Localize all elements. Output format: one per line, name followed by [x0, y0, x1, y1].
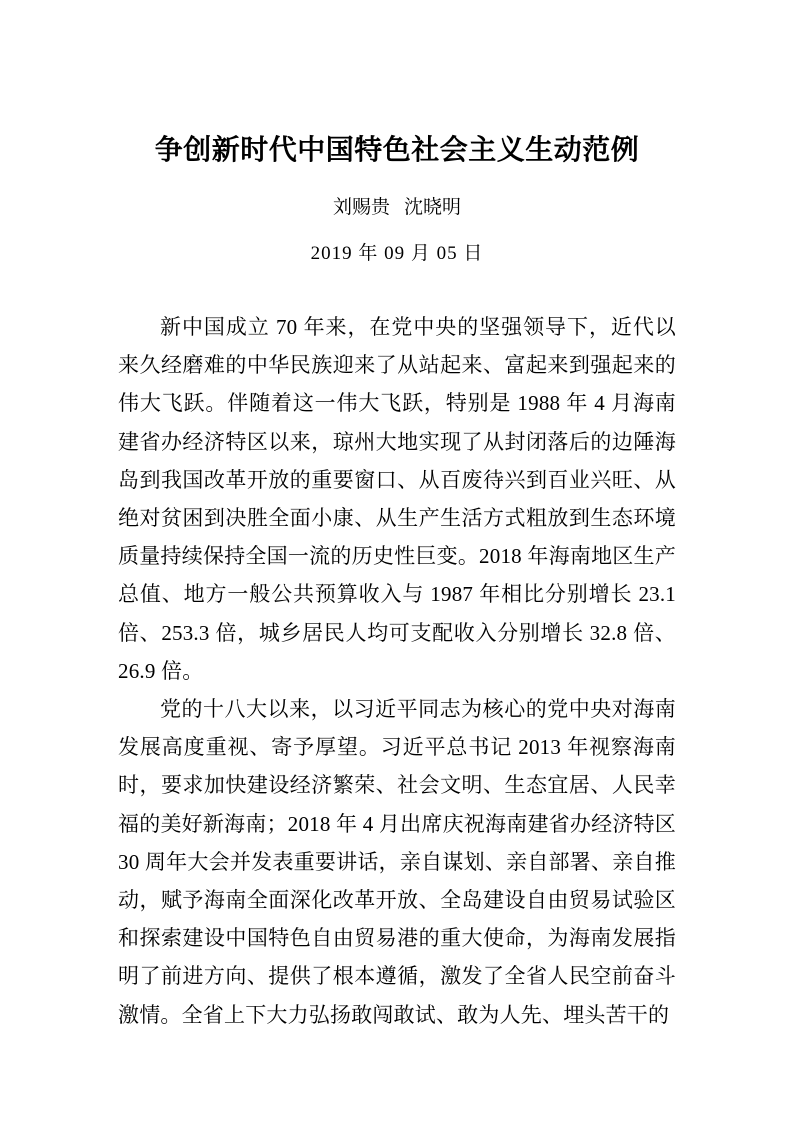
page-title: 争创新时代中国特色社会主义生动范例 — [154, 133, 640, 166]
paragraph: 新中国成立 70 年来，在党中央的坚强领导下，近代以来久经磨难的中华民族迎来了从站起来、富起来到强起来的伟大飞跃。伴随着这一伟大飞跃，特别是 1988 年 4 月海南建省办经济特区以来，琼州大地实现了从封闭落后的边陲海岛到我国改革开放的重要窗口、从百废待兴到百业兴旺、从绝对贫困到决胜全面小康、从生产生活方式粗放到生态环境质量持续保持全国一流的历史性巨变。2018 年海南地区生产总值、地方一般公共预算收入与 1987 年相比分别增长 23.1 倍、253.3 倍，城乡居民人均可支配收入分别增长 32.8 倍、26.9 倍。 — [118, 315, 676, 683]
article-body — [118, 268, 676, 1034]
author-name: 沈晓明 — [404, 197, 462, 218]
document-content — [118, 0, 676, 1034]
publication-date: 2019 年 09 月 05 日 — [310, 243, 484, 264]
paragraph: 党的十八大以来，以习近平同志为核心的党中央对海南发展高度重视、寄予厚望。习近平总书记 2013 年视察海南时，要求加快建设经济繁荣、社会文明、生态宜居、人民幸福的美好新海南；2018 年 4 月出席庆祝海南建省办经济特区 30 周年大会并发表重要讲话，亲自谋划、亲自部署、亲自推动，赋予海南全面深化改革开放、全岛建设自由贸易试验区和探索建设中国特色自由贸易港的重大使命，为海南发展指明了前进方向、提供了根本遵循，激发了全省人民空前奋斗激情。全省上下大力弘扬敢闯敢试、敢为人先、埋头苦干的 — [118, 697, 676, 1027]
author-line — [118, 169, 676, 222]
author-name: 刘赐贵 — [332, 197, 390, 218]
